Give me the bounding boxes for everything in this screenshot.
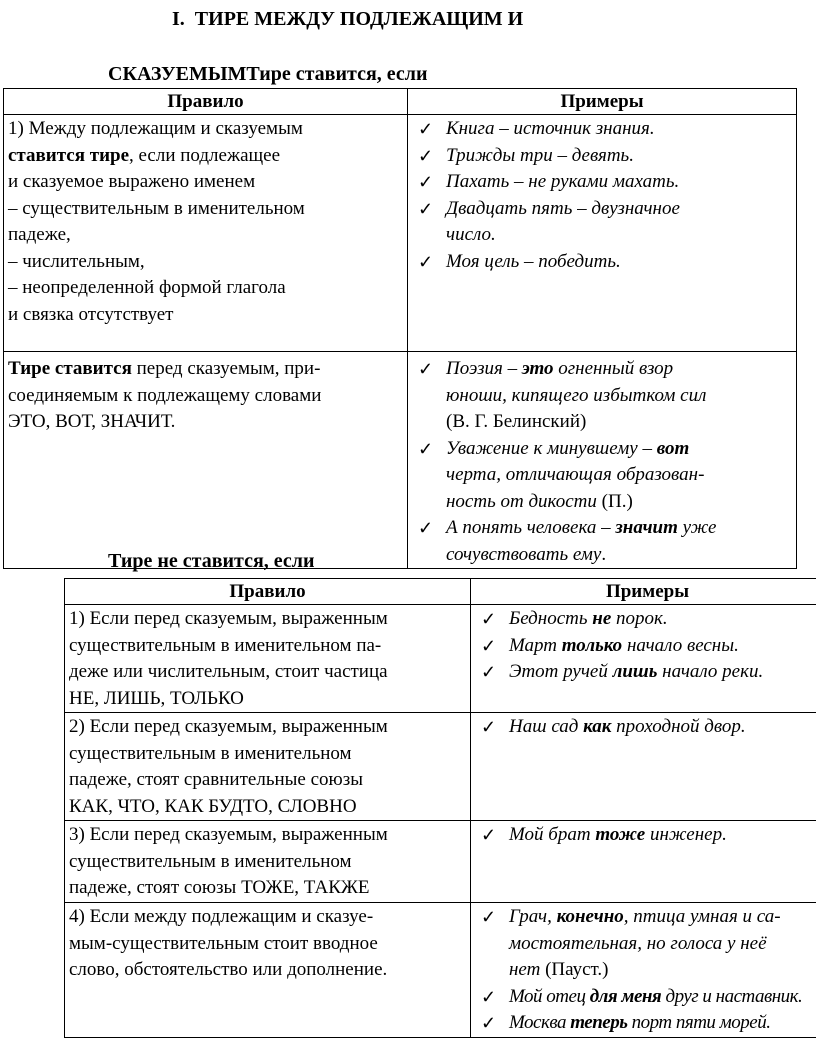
table-row [65,821,816,903]
rule-text: 3) Если перед сказуемым, выраженным [69,824,388,845]
rule-text: НЕ, ЛИШЬ, ТОЛЬКО [69,687,244,709]
header-rule: Правило [65,579,471,605]
examples-cell [408,352,797,569]
rule-cell [4,115,408,352]
table-row [65,903,816,1038]
rule-cell [65,821,471,903]
examples-cell [471,713,816,821]
list-item: ✓ Книга – источник знания. [416,116,792,143]
rule-text: мым-существительным стоит вводное [69,932,378,954]
rule-text: соединяемым к подлежащему словами [8,384,322,406]
table-header-row [65,579,816,605]
rule-text: 4) Если между подлежащим и сказуе- [69,906,374,927]
checkmark-icon: ✓ [418,198,434,219]
list-item: ✓ Мой брат тоже инженер. [479,822,816,849]
table-row [4,115,797,352]
header-examples: Примеры [408,89,797,115]
rule-text: ЭТО, ВОТ, ЗНАЧИТ. [8,411,176,432]
rule-text: существительным в именительном [69,742,352,764]
rule-text: – неопределенной формой глагола [8,277,286,298]
list-item: ✓ Наш сад как проходной двор. [479,714,816,741]
rule-text: 2) Если перед сказуемым, выраженным [69,716,388,737]
rule-text: существительным в именительном па- [69,634,382,656]
checkmark-icon: ✓ [418,359,434,379]
checkmark-icon: ✓ [418,119,434,139]
list-item: ✓ Бедность не порок. [479,606,816,633]
table-row [65,605,816,713]
rule-text: – числительным, [8,250,145,272]
list-item: ✓ Двадцать пять – двузначное число. [418,197,680,245]
list-item: ✓ Москва теперь порт пяти морей. [479,1010,816,1037]
list-item: ✓ Трижды три – девять. [416,143,792,170]
rule-text: Тире ставится перед сказуемым, при- [8,358,321,379]
checkmark-icon: ✓ [481,1013,496,1033]
rule-text: 1) Если перед сказуемым, выраженным [69,608,388,629]
rules-table-no-dash [64,578,816,1038]
rule-text: существительным в именительном [69,850,352,872]
section-subtitle-no-dash: Тире не ставится, если [108,550,315,572]
examples-cell [408,115,797,352]
table-header-row [4,89,797,115]
rule-text: КАК, ЧТО, КАК БУДТО, СЛОВНО [69,795,357,817]
checkmark-icon: ✓ [481,717,497,737]
rule-text: ставится тире, если подлежащее [8,144,281,166]
checkmark-icon: ✓ [418,145,434,166]
checkmark-icon: ✓ [481,986,496,1007]
header-examples: Примеры [471,579,816,605]
examples-cell [471,903,816,1038]
table-row [4,352,797,569]
checkmark-icon: ✓ [481,635,497,656]
section-subtitle: СКАЗУЕМЫМТире ставится, если [108,63,428,85]
checkmark-icon: ✓ [481,907,497,927]
examples-cell [471,605,816,713]
rule-cell [65,605,471,713]
rule-cell [65,713,471,821]
rule-text: падеже, стоят союзы ТОЖЕ, ТАКЖЕ [69,877,370,898]
rule-text: падеже, стоят сравнительные союзы [69,769,363,790]
list-item: ✓ Моя цель – победить. [416,249,792,276]
checkmark-icon: ✓ [418,438,434,459]
list-item: ✓ А понять человека – значит уже сочувствовать ему. [418,517,717,565]
header-rule: Правило [4,89,408,115]
page-title: I. ТИРЕ МЕЖДУ ПОДЛЕЖАЩИМ И [172,8,524,30]
list-item: ✓ Пахать – не руками махать. [416,169,792,196]
list-item: ✓ Поэзия – это огненный взор юноши, кипящего избытком сил (В. Г. Белинский) [418,358,707,432]
list-item: ✓ Уважение к минувшему – вот черта, отличающая образован- ность от дикости (П.) [418,437,705,512]
examples-cell [471,821,816,903]
rule-text: и связка отсутствует [8,303,174,325]
checkmark-icon: ✓ [481,609,497,629]
table-row [65,713,816,821]
rule-text: слово, обстоятельство или дополнение. [69,959,388,980]
checkmark-icon: ✓ [418,518,434,538]
checkmark-icon: ✓ [481,662,497,682]
rule-text: и сказуемое выражено именем [8,171,256,192]
rule-text: 1) Между подлежащим и сказуемым [8,118,303,139]
rule-cell [65,903,471,1038]
rule-text: деже или числительным, стоит частица [69,661,388,682]
list-item: ✓ Март только начало весны. [479,633,816,660]
checkmark-icon: ✓ [418,172,434,192]
checkmark-icon: ✓ [418,251,434,272]
list-item: ✓ Мой отец для меня друг и наставник. [479,984,816,1011]
list-item: ✓ Этот ручей лишь начало реки. [479,659,816,686]
rules-table-dash [3,88,797,569]
rule-text: падеже, [8,224,71,245]
rule-text: – существительным в именительном [8,197,305,219]
list-item: ✓ Грач, конечно, птица умная и са- мостоятельная, но голоса у неё нет (Пауст.) [481,906,781,980]
checkmark-icon: ✓ [481,825,497,845]
rule-cell [4,352,408,569]
